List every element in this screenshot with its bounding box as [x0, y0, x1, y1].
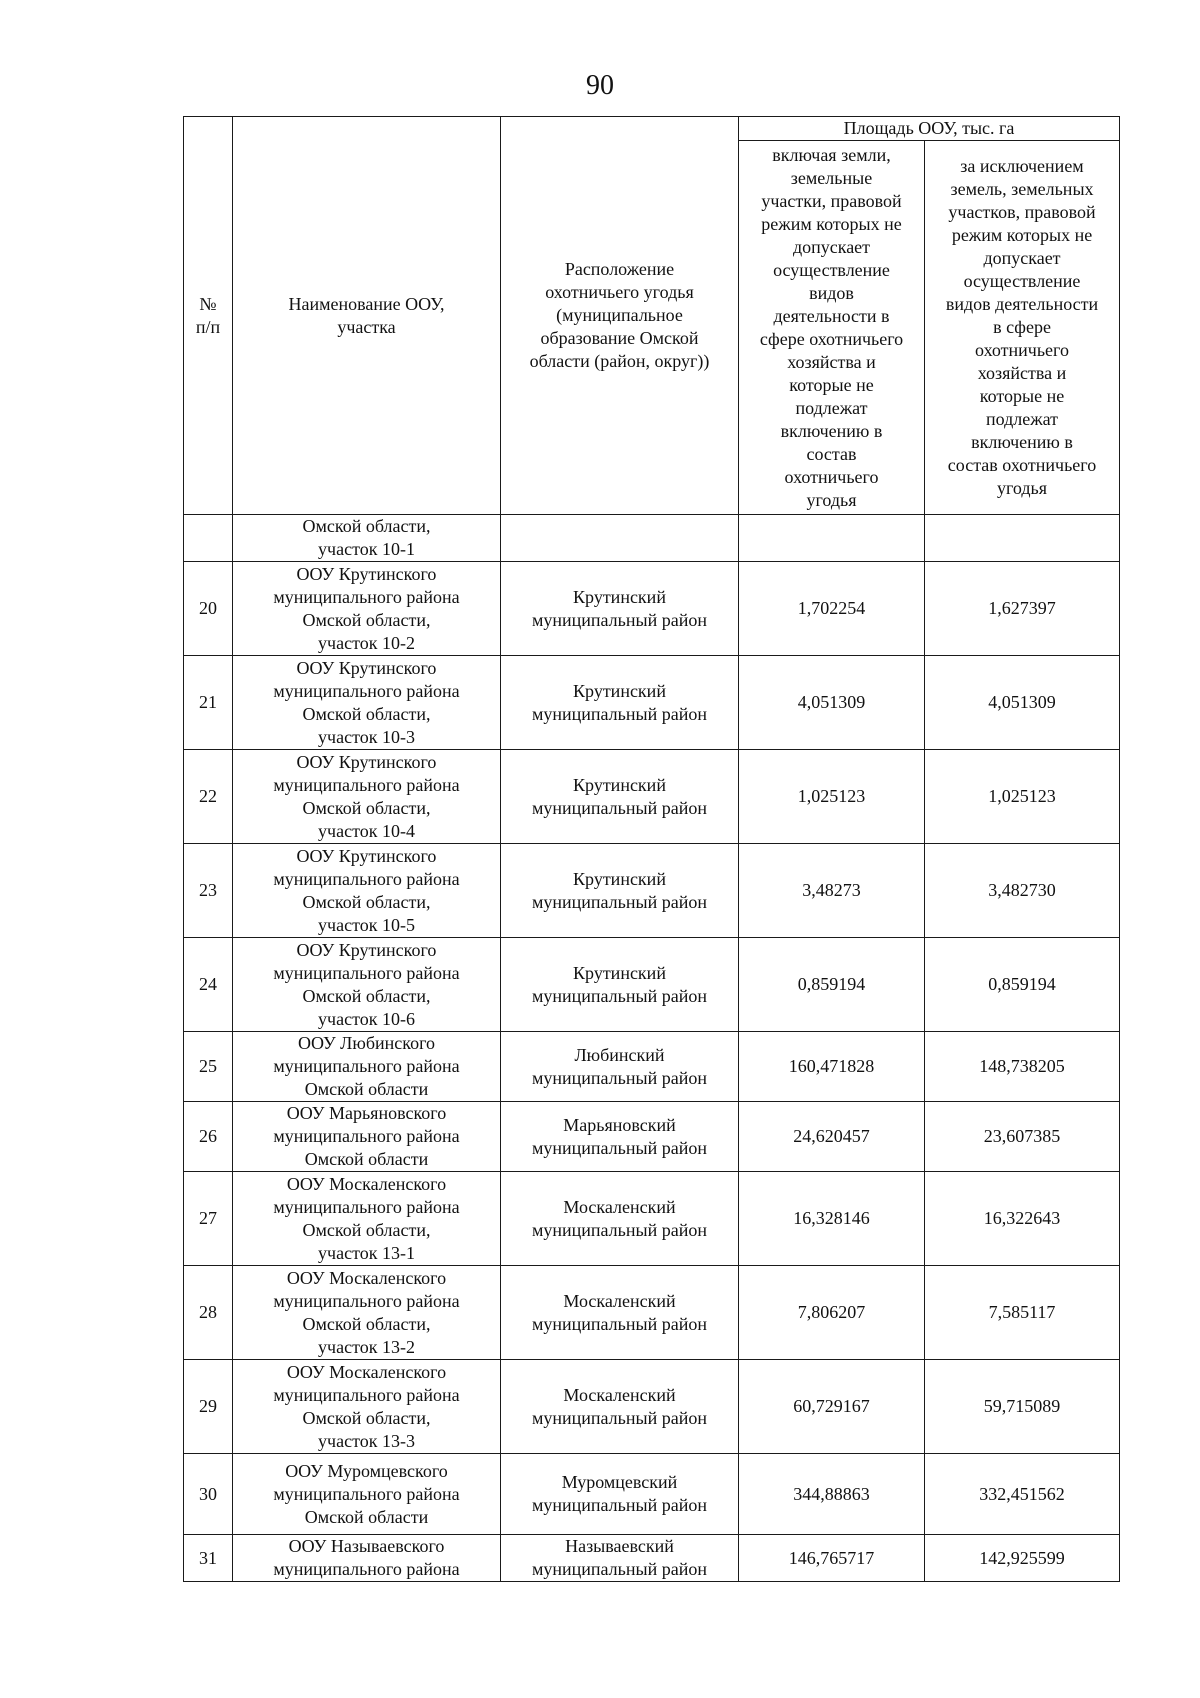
row-name: ООУ Крутинского муниципального района Омской области, участок 10-6 [233, 938, 501, 1032]
row-area-excl: 1,627397 [925, 562, 1120, 656]
row-num: 26 [184, 1102, 233, 1172]
table-row [184, 1360, 1120, 1454]
table-row [184, 1266, 1120, 1360]
row-num: 28 [184, 1266, 233, 1360]
row-area-excl: 3,482730 [925, 844, 1120, 938]
table-row [184, 1454, 1120, 1535]
row-location: Марьяновский муниципальный район [501, 1102, 739, 1172]
row-name: ООУ Крутинского муниципального района Омской области, участок 10-3 [233, 656, 501, 750]
row-name: ООУ Называевского муниципального района [233, 1535, 501, 1582]
row-area-incl: 4,051309 [739, 656, 925, 750]
row-area-incl: 3,48273 [739, 844, 925, 938]
row-name: ООУ Москаленского муниципального района Омской области, участок 13-2 [233, 1266, 501, 1360]
row-num: 21 [184, 656, 233, 750]
row-area-incl: 24,620457 [739, 1102, 925, 1172]
row-area-excl: 7,585117 [925, 1266, 1120, 1360]
row-area-excl: 59,715089 [925, 1360, 1120, 1454]
row-area-incl: 7,806207 [739, 1266, 925, 1360]
row-area-incl: 146,765717 [739, 1535, 925, 1582]
row-num: 20 [184, 562, 233, 656]
table-row [184, 1535, 1120, 1582]
row-area-incl: 1,025123 [739, 750, 925, 844]
row-location: Москаленский муниципальный район [501, 1266, 739, 1360]
row-location: Крутинский муниципальный район [501, 844, 739, 938]
table-header [184, 117, 1120, 515]
row-num: 22 [184, 750, 233, 844]
row-area-incl: 16,328146 [739, 1172, 925, 1266]
row-area-excl: 148,738205 [925, 1032, 1120, 1102]
row-name: ООУ Муромцевского муниципального района Омской области [233, 1454, 501, 1535]
row-num: 23 [184, 844, 233, 938]
row-location: Крутинский муниципальный район [501, 562, 739, 656]
table-row [184, 1102, 1120, 1172]
row-location: Муромцевский муниципальный район [501, 1454, 739, 1535]
row-num: 30 [184, 1454, 233, 1535]
header-location: Расположение охотничьего угодья (муниципальное образование Омской области (район, округ)) [501, 117, 739, 515]
header-area-group: Площадь ООУ, тыс. га [739, 117, 1120, 141]
row-location: Крутинский муниципальный район [501, 656, 739, 750]
row-name: ООУ Крутинского муниципального района Омской области, участок 10-5 [233, 844, 501, 938]
row-num: 31 [184, 1535, 233, 1582]
row-name: ООУ Крутинского муниципального района Омской области, участок 10-2 [233, 562, 501, 656]
row-area-excl: 4,051309 [925, 656, 1120, 750]
row-location: Называевский муниципальный район [501, 1535, 739, 1582]
row-name: ООУ Москаленского муниципального района Омской области, участок 13-3 [233, 1360, 501, 1454]
row-location: Крутинский муниципальный район [501, 750, 739, 844]
row-location: Москаленский муниципальный район [501, 1360, 739, 1454]
row-area-excl: 332,451562 [925, 1454, 1120, 1535]
table-row [184, 515, 1120, 562]
row-name: ООУ Москаленского муниципального района Омской области, участок 13-1 [233, 1172, 501, 1266]
row-area-excl [925, 515, 1120, 562]
table-row [184, 656, 1120, 750]
table-body [184, 515, 1120, 1582]
row-area-excl: 0,859194 [925, 938, 1120, 1032]
row-area-excl: 16,322643 [925, 1172, 1120, 1266]
row-name: ООУ Любинского муниципального района Омской области [233, 1032, 501, 1102]
row-area-incl [739, 515, 925, 562]
table-row [184, 938, 1120, 1032]
table-row [184, 844, 1120, 938]
row-location: Крутинский муниципальный район [501, 938, 739, 1032]
row-area-incl: 0,859194 [739, 938, 925, 1032]
row-location [501, 515, 739, 562]
row-location: Москаленский муниципальный район [501, 1172, 739, 1266]
row-area-incl: 160,471828 [739, 1032, 925, 1102]
row-location: Любинский муниципальный район [501, 1032, 739, 1102]
row-num: 29 [184, 1360, 233, 1454]
header-name: Наименование ООУ, участка [233, 117, 501, 515]
row-area-incl: 1,702254 [739, 562, 925, 656]
hunting-grounds-table [183, 116, 1120, 1582]
row-area-incl: 344,88863 [739, 1454, 925, 1535]
row-area-excl: 142,925599 [925, 1535, 1120, 1582]
page-number: 90 [586, 70, 614, 101]
row-area-incl: 60,729167 [739, 1360, 925, 1454]
row-num [184, 515, 233, 562]
row-name: ООУ Марьяновского муниципального района Омской области [233, 1102, 501, 1172]
row-num: 24 [184, 938, 233, 1032]
header-area-incl: включая земли, земельные участки, правовой режим которых не допускает осуществление видов деятельности в сфере охотничьего хозяйства и которые не подлежат включению в состав охотничьего угодья [739, 141, 925, 515]
header-area-excl: за исключением земель, земельных участков, правовой режим которых не допускает осуществление видов деятельности в сфере охотничьего хозяйства и которые не подлежат включению в состав охотничьего угодья [925, 141, 1120, 515]
row-name: Омской области, участок 10-1 [233, 515, 501, 562]
table-row [184, 562, 1120, 656]
row-name: ООУ Крутинского муниципального района Омской области, участок 10-4 [233, 750, 501, 844]
table-row [184, 1172, 1120, 1266]
row-num: 27 [184, 1172, 233, 1266]
header-num: № п/п [184, 117, 233, 515]
table-row [184, 1032, 1120, 1102]
row-area-excl: 1,025123 [925, 750, 1120, 844]
table-row [184, 750, 1120, 844]
row-num: 25 [184, 1032, 233, 1102]
row-area-excl: 23,607385 [925, 1102, 1120, 1172]
